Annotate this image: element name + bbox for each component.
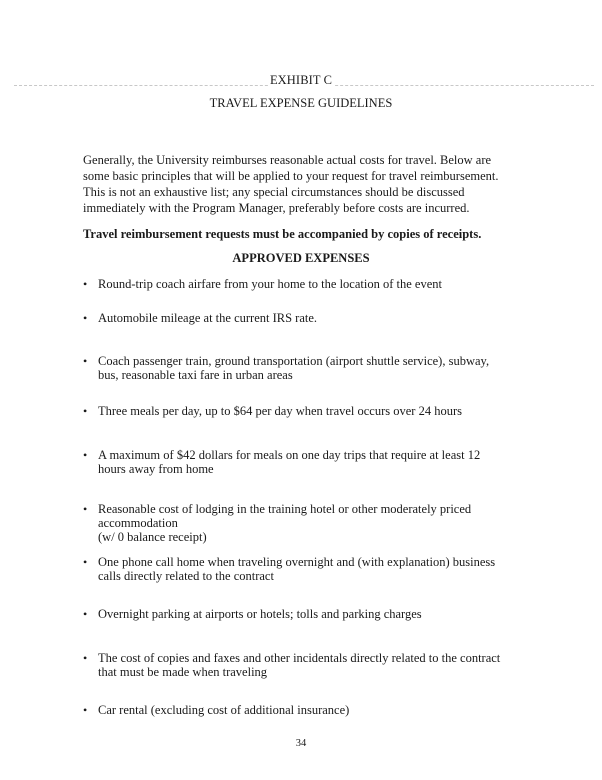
expense-item-line: One phone call home when traveling overnight and (with explanation) business xyxy=(98,555,496,569)
expense-item-text xyxy=(98,311,503,325)
bullet-icon: • xyxy=(83,703,88,717)
bullet-icon: • xyxy=(83,651,88,665)
expense-item xyxy=(83,448,503,476)
expense-item xyxy=(83,607,503,621)
expense-item-text xyxy=(98,607,503,621)
bullet-icon: • xyxy=(83,354,88,368)
expense-item-line: calls directly related to the contract xyxy=(98,569,274,583)
expense-item-line: (w/ 0 balance receipt) xyxy=(98,530,207,544)
page-number: 34 xyxy=(295,738,307,749)
expense-item-text xyxy=(98,277,503,291)
intro-paragraph xyxy=(83,152,503,216)
exhibit-label xyxy=(0,73,602,88)
expense-item-line: accommodation xyxy=(98,516,178,530)
expense-item-text xyxy=(98,354,503,382)
expense-item-line: Coach passenger train, ground transportation (airport shuttle service), subway, xyxy=(98,354,490,368)
expense-item-text xyxy=(98,502,503,544)
expense-item-line: Round-trip coach airfare from your home to the location of the event xyxy=(98,277,442,291)
intro-line: This is not an exhaustive list; any special circumstances should be discussed xyxy=(83,185,465,199)
section-heading: APPROVED EXPENSES xyxy=(232,251,370,265)
intro-line: immediately with the Program Manager, preferably before costs are incurred. xyxy=(83,201,470,215)
bullet-icon: • xyxy=(83,555,88,569)
bullet-icon: • xyxy=(83,311,88,325)
intro-line: some basic principles that will be applied to your request for travel reimbursement. xyxy=(83,169,499,183)
expense-item xyxy=(83,703,503,717)
expense-item-text xyxy=(98,404,503,418)
bullet-icon: • xyxy=(83,448,88,462)
bullet-icon: • xyxy=(83,502,88,516)
expense-item xyxy=(83,404,503,418)
bullet-icon: • xyxy=(83,607,88,621)
expense-item xyxy=(83,277,503,291)
expense-item-text xyxy=(98,703,503,717)
expense-item-line: Overnight parking at airports or hotels; tolls and parking charges xyxy=(98,607,422,621)
expense-item-text xyxy=(98,555,503,583)
expense-item-text xyxy=(98,448,503,476)
bullet-icon: • xyxy=(83,404,88,418)
expense-item-line: bus, reasonable taxi fare in urban areas xyxy=(98,368,293,382)
expense-item-line: Car rental (excluding cost of additional insurance) xyxy=(98,703,350,717)
expense-item xyxy=(83,502,503,544)
expense-item-text xyxy=(98,651,503,679)
expense-item xyxy=(83,555,503,583)
intro-line: Generally, the University reimburses reasonable actual costs for travel. Below are xyxy=(83,153,492,167)
receipts-notice: Travel reimbursement requests must be accompanied by copies of receipts. xyxy=(83,227,482,241)
expense-item-line: that must be made when traveling xyxy=(98,665,268,679)
expense-item-line: A maximum of $42 dollars for meals on one day trips that require at least 12 xyxy=(98,448,481,462)
expense-item-line: Automobile mileage at the current IRS rate. xyxy=(98,311,318,325)
expense-item-line: Reasonable cost of lodging in the training hotel or other moderately priced xyxy=(98,502,472,516)
expense-item xyxy=(83,311,503,325)
expense-item xyxy=(83,651,503,679)
expense-item xyxy=(83,354,503,382)
expense-item-line: The cost of copies and faxes and other incidentals directly related to the contract xyxy=(98,651,501,665)
document-title: TRAVEL EXPENSE GUIDELINES xyxy=(209,96,393,110)
expense-item-line: Three meals per day, up to $64 per day when travel occurs over 24 hours xyxy=(98,404,462,418)
expense-item-line: hours away from home xyxy=(98,462,214,476)
exhibit-label-text: EXHIBIT C xyxy=(269,73,333,87)
bullet-icon: • xyxy=(83,277,88,291)
